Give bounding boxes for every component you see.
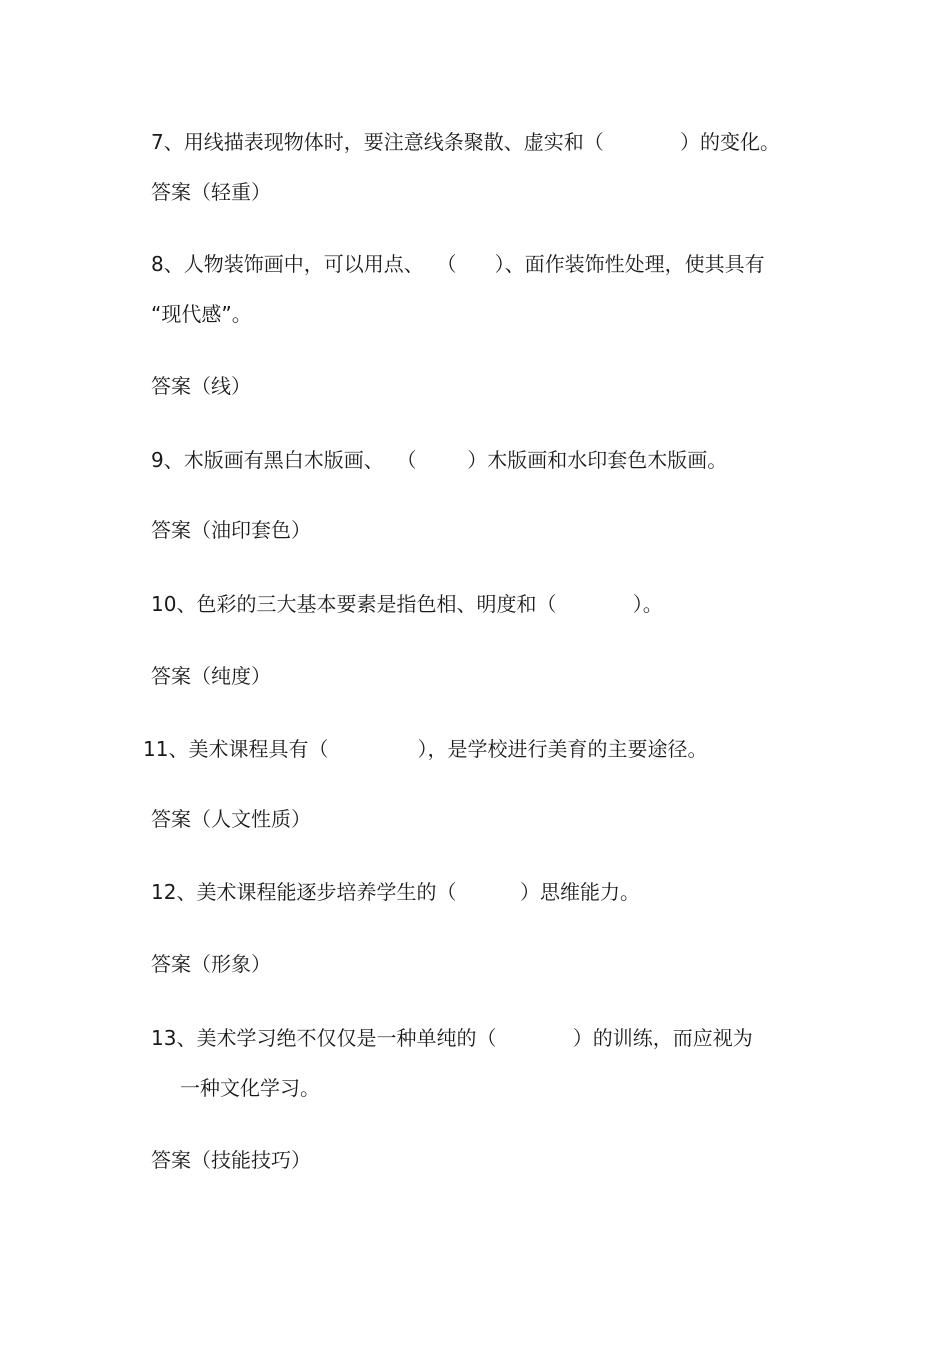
answer-7: 答案（轻重） <box>151 180 271 204</box>
question-12-line-1: 12、美术课程能逐步培养学生的（ ）思维能力。 <box>151 880 641 904</box>
answer-12: 答案（形象） <box>151 952 271 976</box>
question-13-line-1: 13、美术学习绝不仅仅是一种单纯的（ ）的训练，而应视为 <box>151 1026 753 1050</box>
question-7-line-1: 7、用线描表现物体时，要注意线条聚散、虚实和（ ）的变化。 <box>151 130 781 154</box>
question-8-line-2: “现代感”。 <box>151 302 252 326</box>
answer-9: 答案（油印套色） <box>151 518 311 542</box>
question-11-line-1: 11、美术课程具有（ ），是学校进行美育的主要途径。 <box>143 737 708 761</box>
answer-10: 答案（纯度） <box>151 664 271 688</box>
answer-8: 答案（线） <box>151 374 251 398</box>
question-13-line-2: 一种文化学习。 <box>180 1076 320 1100</box>
answer-11: 答案（人文性质） <box>151 807 311 831</box>
question-10-line-1: 10、色彩的三大基本要素是指色相、明度和（ ）。 <box>151 592 663 616</box>
question-8-line-1: 8、人物装饰画中，可以用点、 （ ）、面作装饰性处理，使其具有 <box>151 252 765 276</box>
question-9-line-1: 9、木版画有黑白木版画、 （ ）木版画和水印套色木版画。 <box>151 448 728 472</box>
answer-13: 答案（技能技巧） <box>151 1148 311 1172</box>
